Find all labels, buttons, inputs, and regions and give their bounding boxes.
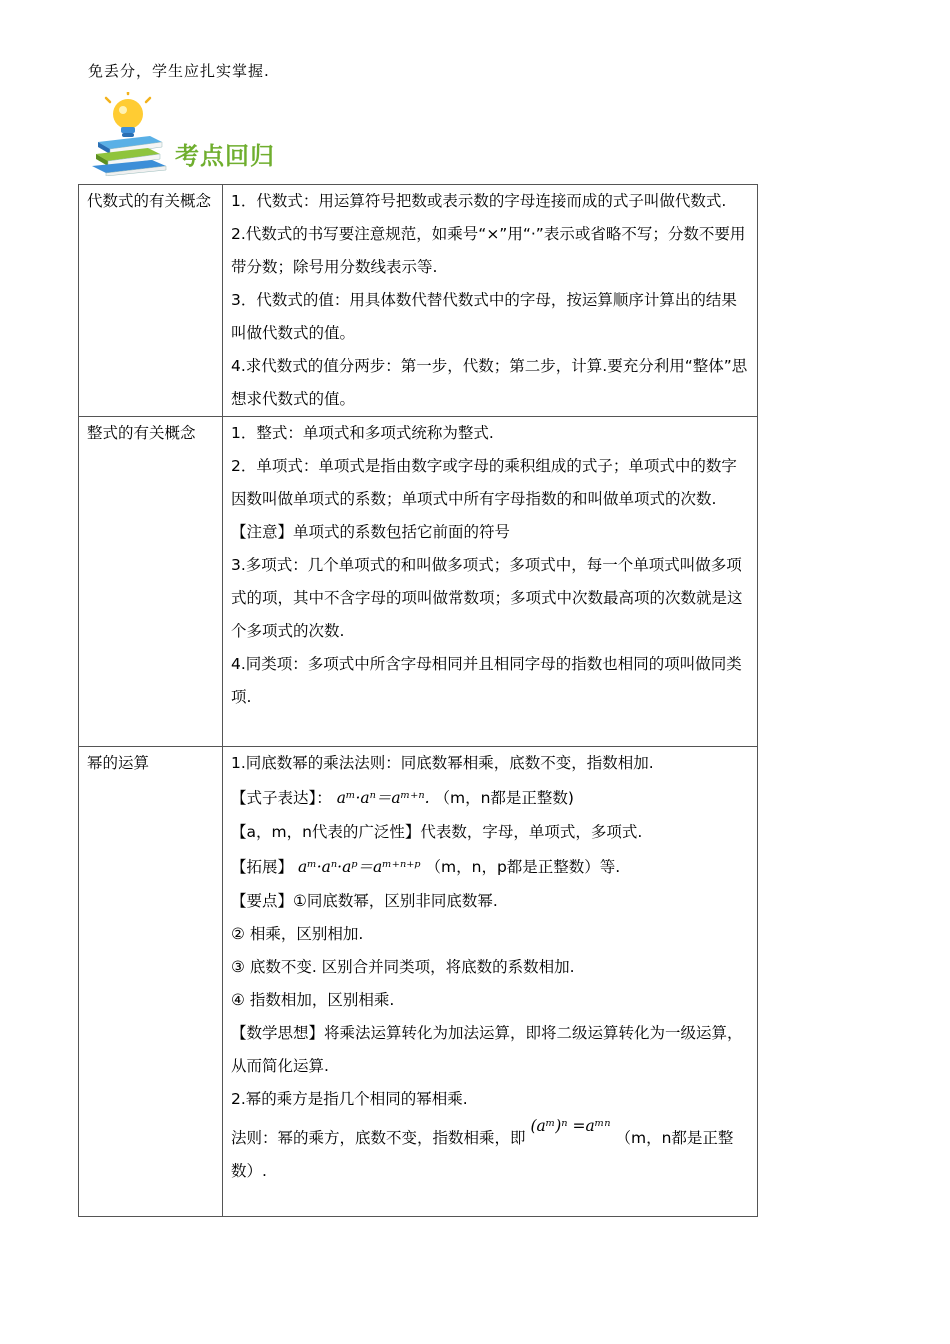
list-item: 2．单项式：单项式是指由数字或字母的乘积组成的式子；单项式中的数字因数叫做单项式的系数；单项式中所有字母指数的和叫做单项式的次数. bbox=[231, 457, 737, 508]
row-label: 代数式的有关概念 bbox=[79, 185, 223, 417]
row-content bbox=[223, 417, 758, 747]
list-item: 3．代数式的值：用具体数代替代数式中的字母，按运算顺序计算出的结果叫做代数式的值。 bbox=[231, 291, 737, 342]
table-row bbox=[79, 185, 758, 417]
key-point: ④ 指数相加，区别相乘. bbox=[231, 991, 395, 1009]
law-prefix: 法则：幂的乘方，底数不变，指数相乘，即 bbox=[231, 1129, 526, 1147]
section-title: 考点回归 bbox=[175, 142, 275, 170]
formula-condition: （m，n都是正整数) bbox=[434, 789, 574, 807]
math-thought: 【数学思想】将乘法运算转化为加法运算，即将二级运算转化为一级运算，从而简化运算. bbox=[231, 1024, 743, 1075]
extend-line bbox=[231, 849, 620, 885]
table-row bbox=[79, 747, 758, 1217]
row-label: 幂的运算 bbox=[79, 747, 223, 1217]
table-row bbox=[79, 417, 758, 747]
extend-prefix: 【拓展】 bbox=[231, 858, 294, 876]
law-expression: (aᵐ)ⁿ =aᵐⁿ bbox=[530, 1117, 611, 1135]
intro-line: 免丢分，学生应扎实掌握. bbox=[88, 62, 270, 80]
list-item: 1.同底数幂的乘法法则：同底数幂相乘，底数不变，指数相加. bbox=[231, 754, 654, 772]
formula-prefix: 【式子表达】： bbox=[231, 789, 332, 807]
knowledge-table bbox=[78, 184, 758, 1217]
list-item: 2.幂的乘方是指几个相同的幂相乘. bbox=[231, 1090, 468, 1108]
formula-expression: aᵐ·aⁿ＝aᵐ⁺ⁿ. bbox=[336, 789, 430, 807]
row-content bbox=[223, 185, 758, 417]
key-point: ② 相乘，区别相加. bbox=[231, 925, 364, 943]
list-item: 4.求代数式的值分两步：第一步，代数；第二步，计算.要充分利用“整体”思想求代数式的值。 bbox=[231, 357, 748, 408]
key-point: 【要点】①同底数幂，区别非同底数幂. bbox=[231, 892, 498, 910]
formula-line bbox=[231, 780, 574, 816]
row-label: 整式的有关概念 bbox=[79, 417, 223, 747]
key-point: ③ 底数不变. 区别合并同类项，将底数的系数相加. bbox=[231, 958, 575, 976]
law-condition: （m，n都是正整数）. bbox=[231, 1129, 734, 1180]
extend-expression: aᵐ·aⁿ·aᵖ＝aᵐ⁺ⁿ⁺ᵖ bbox=[297, 858, 421, 876]
generality-line bbox=[231, 816, 749, 849]
extend-condition: （m，n，p都是正整数）等. bbox=[425, 858, 621, 876]
list-item: 3.多项式：几个单项式的和叫做多项式；多项式中，每一个单项式叫做多项式的项，其中不含字母的项叫做常数项；多项式中次数最高项的次数就是这个多项式的次数. bbox=[231, 556, 743, 640]
generality-prefix: 【a，m，n代表的广泛性】 bbox=[231, 823, 421, 841]
list-item: 1．整式：单项式和多项式统称为整式. bbox=[231, 424, 494, 442]
generality-text: 代表数，字母，单项式，多项式. bbox=[420, 823, 643, 841]
law-line bbox=[231, 1117, 749, 1188]
list-item: 【注意】单项式的系数包括它前面的符号 bbox=[231, 523, 511, 541]
row-content bbox=[223, 747, 758, 1217]
list-item: 1．代数式：用运算符号把数或表示数的字母连接而成的式子叫做代数式. bbox=[231, 192, 727, 210]
list-item: 4.同类项：多项式中所含字母相同并且相同字母的指数也相同的项叫做同类项. bbox=[231, 655, 742, 706]
list-item: 2.代数式的书写要注意规范，如乘号“×”用“·”表示或省略不写；分数不要用带分数；除号用分数线表示等. bbox=[231, 225, 746, 276]
